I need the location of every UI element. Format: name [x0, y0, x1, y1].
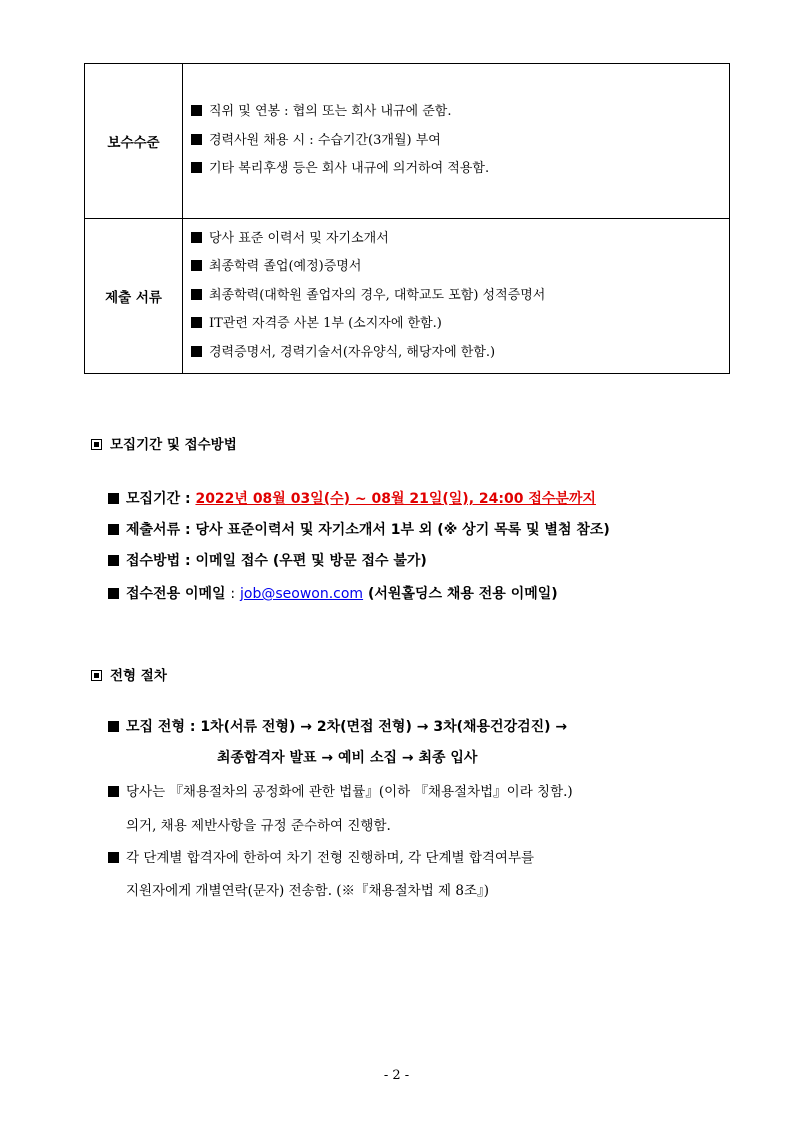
list-item: 최종학력 졸업(예정)증명서	[191, 253, 729, 282]
process-line-1: 모집 전형 : 1차(서류 전형) → 2차(면접 전형) → 3차(채용건강검진) →	[108, 716, 567, 736]
note-2-line-1: 각 단계별 합격자에 한하여 차기 전형 진행하며, 각 단계별 합격여부를	[108, 846, 534, 866]
bullet-square-icon	[108, 786, 119, 797]
list-item: 경력사원 채용 시 : 수습기간(3개월) 부여	[191, 127, 729, 156]
list-item: 직위 및 연봉 : 협의 또는 회사 내규에 준함.	[191, 98, 729, 127]
bullet-square-icon	[191, 134, 202, 145]
bullet-square-icon	[191, 232, 202, 243]
period-line: 모집기간 : 2022년 08월 03일(수) ~ 08월 21일(일), 24:00 접수분까지	[108, 488, 596, 508]
note-2-line-2: 지원자에게 개별연락(문자) 전송함. (※『채용절차법 제 8조』)	[126, 883, 490, 899]
bullet-square-icon	[108, 721, 119, 732]
note-1-line-1: 당사는 『채용절차의 공정화에 관한 법률』(이하 『채용절차법』이라 칭함.)	[108, 780, 573, 800]
bullet-square-icon	[191, 105, 202, 116]
row-header-salary: 보수수준	[85, 64, 183, 219]
bullet-square-icon	[191, 346, 202, 357]
info-table	[84, 63, 730, 374]
list-item: 당사 표준 이력서 및 자기소개서	[191, 225, 729, 254]
row-header-documents: 제출 서류	[85, 219, 183, 374]
bullet-square-icon	[191, 317, 202, 328]
boxed-square-icon	[91, 670, 102, 681]
bullet-square-icon	[191, 162, 202, 173]
boxed-square-icon	[91, 439, 102, 450]
table-row	[85, 219, 730, 374]
row-body-salary	[183, 64, 730, 219]
list-item: IT관련 자격증 사본 1부 (소지자에 한함.)	[191, 310, 729, 339]
bullet-square-icon	[108, 555, 119, 566]
section-title-recruitment: 모집기간 및 접수방법	[91, 433, 237, 453]
table-row	[85, 64, 730, 219]
bullet-square-icon	[108, 852, 119, 863]
period-value: 2022년 08월 03일(수) ~ 08월 21일(일), 24:00 접수분까지	[195, 491, 596, 507]
process-line-2: 최종합격자 발표 → 예비 소집 → 최종 입사	[217, 750, 478, 766]
bullet-square-icon	[191, 260, 202, 271]
email-link[interactable]: job@seowon.com	[240, 586, 364, 602]
section-title-process: 전형 절차	[91, 664, 167, 684]
email-line: 접수전용 이메일 : job@seowon.com (서원홀딩스 채용 전용 이메일)	[108, 583, 558, 603]
row-body-documents	[183, 219, 730, 374]
list-item: 경력증명서, 경력기술서(자유양식, 해당자에 한함.)	[191, 339, 729, 368]
docs-line: 제출서류 : 당사 표준이력서 및 자기소개서 1부 외 (※ 상기 목록 및 별첨 참조)	[108, 519, 610, 539]
bullet-square-icon	[108, 493, 119, 504]
note-1-line-2: 의거, 채용 제반사항을 규정 준수하여 진행함.	[126, 818, 391, 834]
list-item: 기타 복리후생 등은 회사 내규에 의거하여 적용함.	[191, 155, 729, 184]
list-item: 최종학력(대학원 졸업자의 경우, 대학교도 포함) 성적증명서	[191, 282, 729, 311]
page-number: - 2 -	[383, 1068, 410, 1083]
method-line: 접수방법 : 이메일 접수 (우편 및 방문 접수 불가)	[108, 550, 427, 570]
bullet-square-icon	[191, 289, 202, 300]
bullet-square-icon	[108, 524, 119, 535]
bullet-square-icon	[108, 588, 119, 599]
